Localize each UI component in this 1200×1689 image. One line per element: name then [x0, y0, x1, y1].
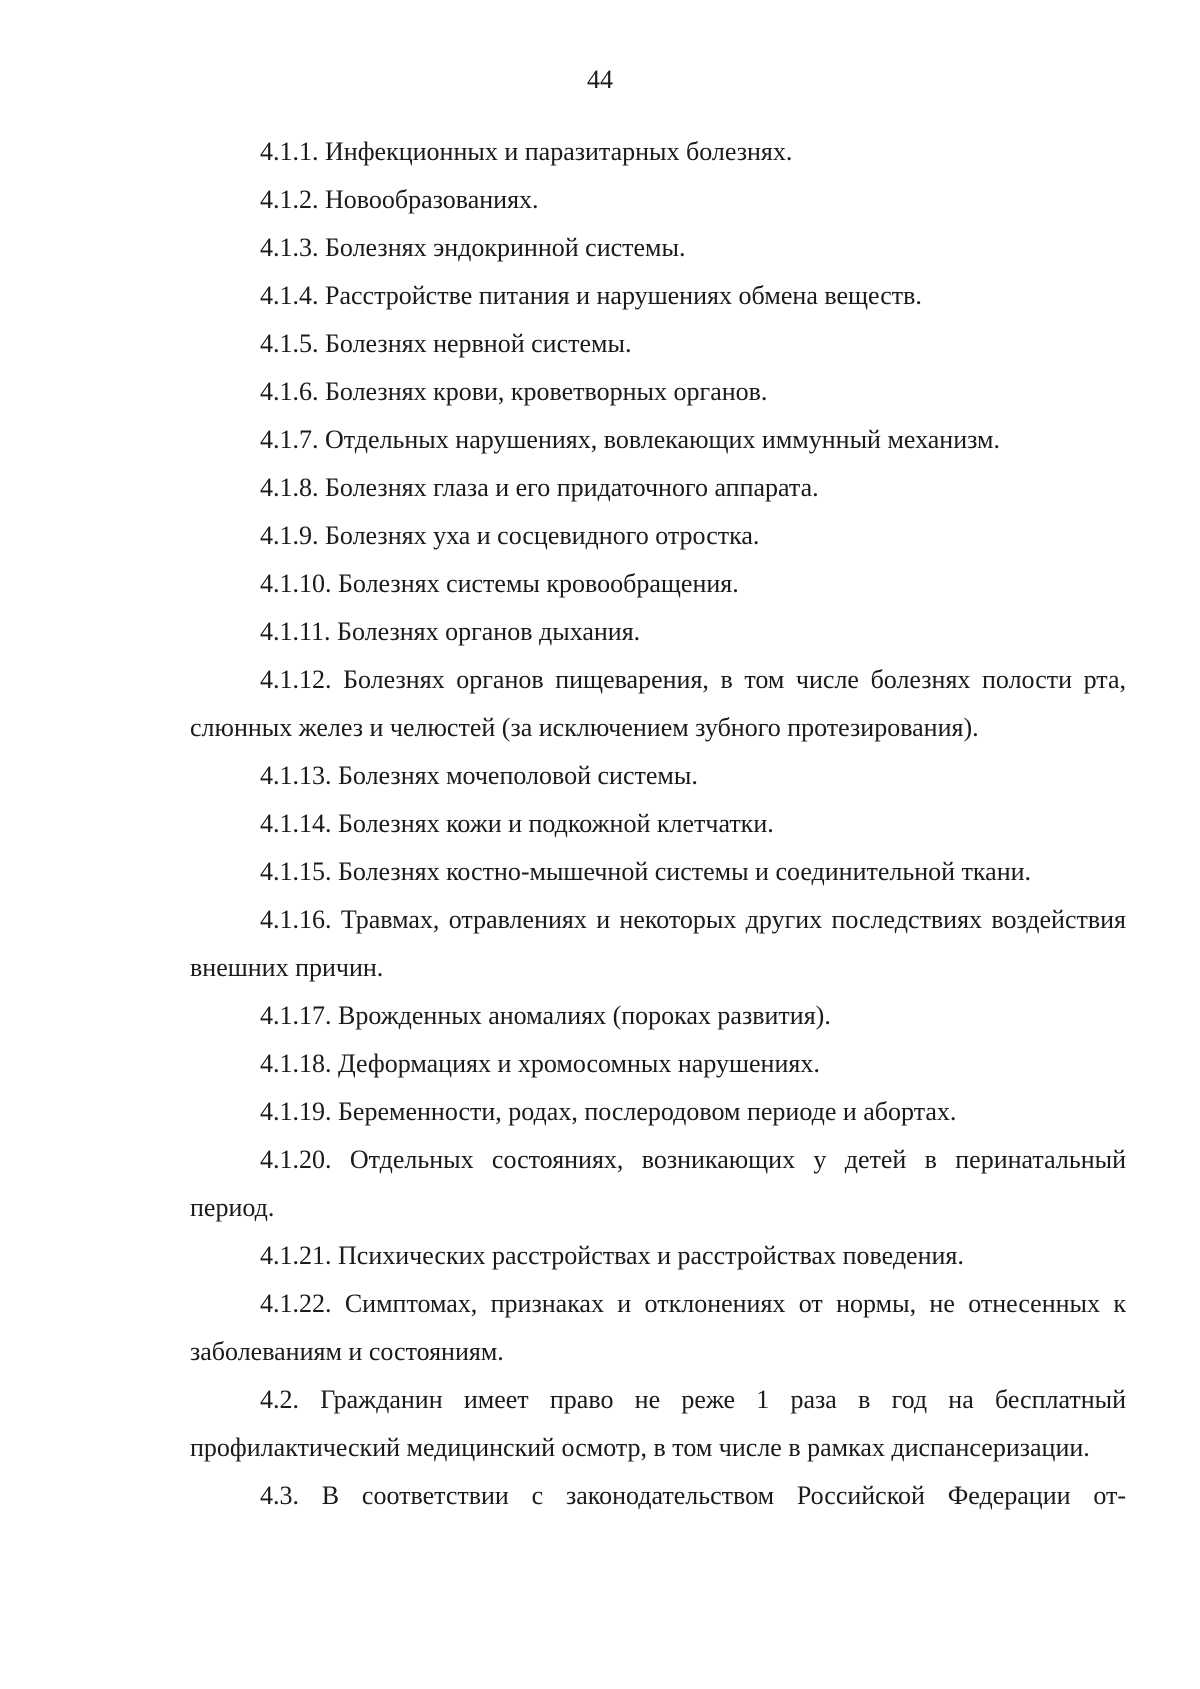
- list-item: 4.1.20. Отдельных состояниях, возникающих у детей в перинатальный период.: [190, 1145, 1126, 1222]
- page-number: 44: [587, 65, 613, 94]
- list-item: 4.1.8. Болезнях глаза и его придаточного аппарата.: [260, 473, 819, 502]
- list-item: 4.1.16. Травмах, отравлениях и некоторых других последствиях воздействия внешних причин.: [190, 905, 1126, 982]
- list-item: 4.1.10. Болезнях системы кровообращения.: [260, 569, 739, 598]
- list-item: 4.1.15. Болезнях костно-мышечной системы и соединительной ткани.: [260, 857, 1032, 886]
- list-item: 4.1.18. Деформациях и хромосомных нарушениях.: [260, 1049, 820, 1078]
- list-item: 4.1.19. Беременности, родах, послеродовом периоде и абортах.: [260, 1097, 957, 1126]
- list-item: 4.1.6. Болезнях крови, кроветворных органов.: [260, 377, 768, 406]
- list-item: 4.1.22. Симптомах, признаках и отклонениях от нормы, не отнесенных к заболеваниям и состояниям.: [190, 1289, 1126, 1366]
- paragraph: 4.2. Гражданин имеет право не реже 1 раза в год на бесплатный профилактический медицинский осмотр, в том числе в рамках диспансеризации.: [190, 1385, 1126, 1462]
- document-body: [190, 128, 1126, 1520]
- list-item: 4.1.12. Болезнях органов пищеварения, в том числе болезнях полости рта, слюнных желез и челюстей (за исключением зубного протезирования).: [190, 665, 1126, 742]
- list-item: 4.1.13. Болезнях мочеполовой системы.: [260, 761, 698, 790]
- list-item: 4.1.5. Болезнях нервной системы.: [260, 329, 632, 358]
- list-item: 4.1.17. Врожденных аномалиях (пороках развития).: [260, 1001, 831, 1030]
- list-item: 4.1.2. Новообразованиях.: [260, 185, 539, 214]
- list-item: 4.1.3. Болезнях эндокринной системы.: [260, 233, 686, 262]
- list-item: 4.1.9. Болезнях уха и сосцевидного отростка.: [260, 521, 760, 550]
- paragraph: 4.3. В соответствии с законодательством Российской Федерации от-: [260, 1481, 1126, 1510]
- list-item: 4.1.21. Психических расстройствах и расстройствах поведения.: [260, 1241, 964, 1270]
- list-item: 4.1.1. Инфекционных и паразитарных болезнях.: [260, 137, 793, 166]
- list-item: 4.1.14. Болезнях кожи и подкожной клетчатки.: [260, 809, 774, 838]
- list-item: 4.1.4. Расстройстве питания и нарушениях обмена веществ.: [260, 281, 922, 310]
- list-item: 4.1.7. Отдельных нарушениях, вовлекающих иммунный механизм.: [260, 425, 1000, 454]
- list-item: 4.1.11. Болезнях органов дыхания.: [260, 617, 641, 646]
